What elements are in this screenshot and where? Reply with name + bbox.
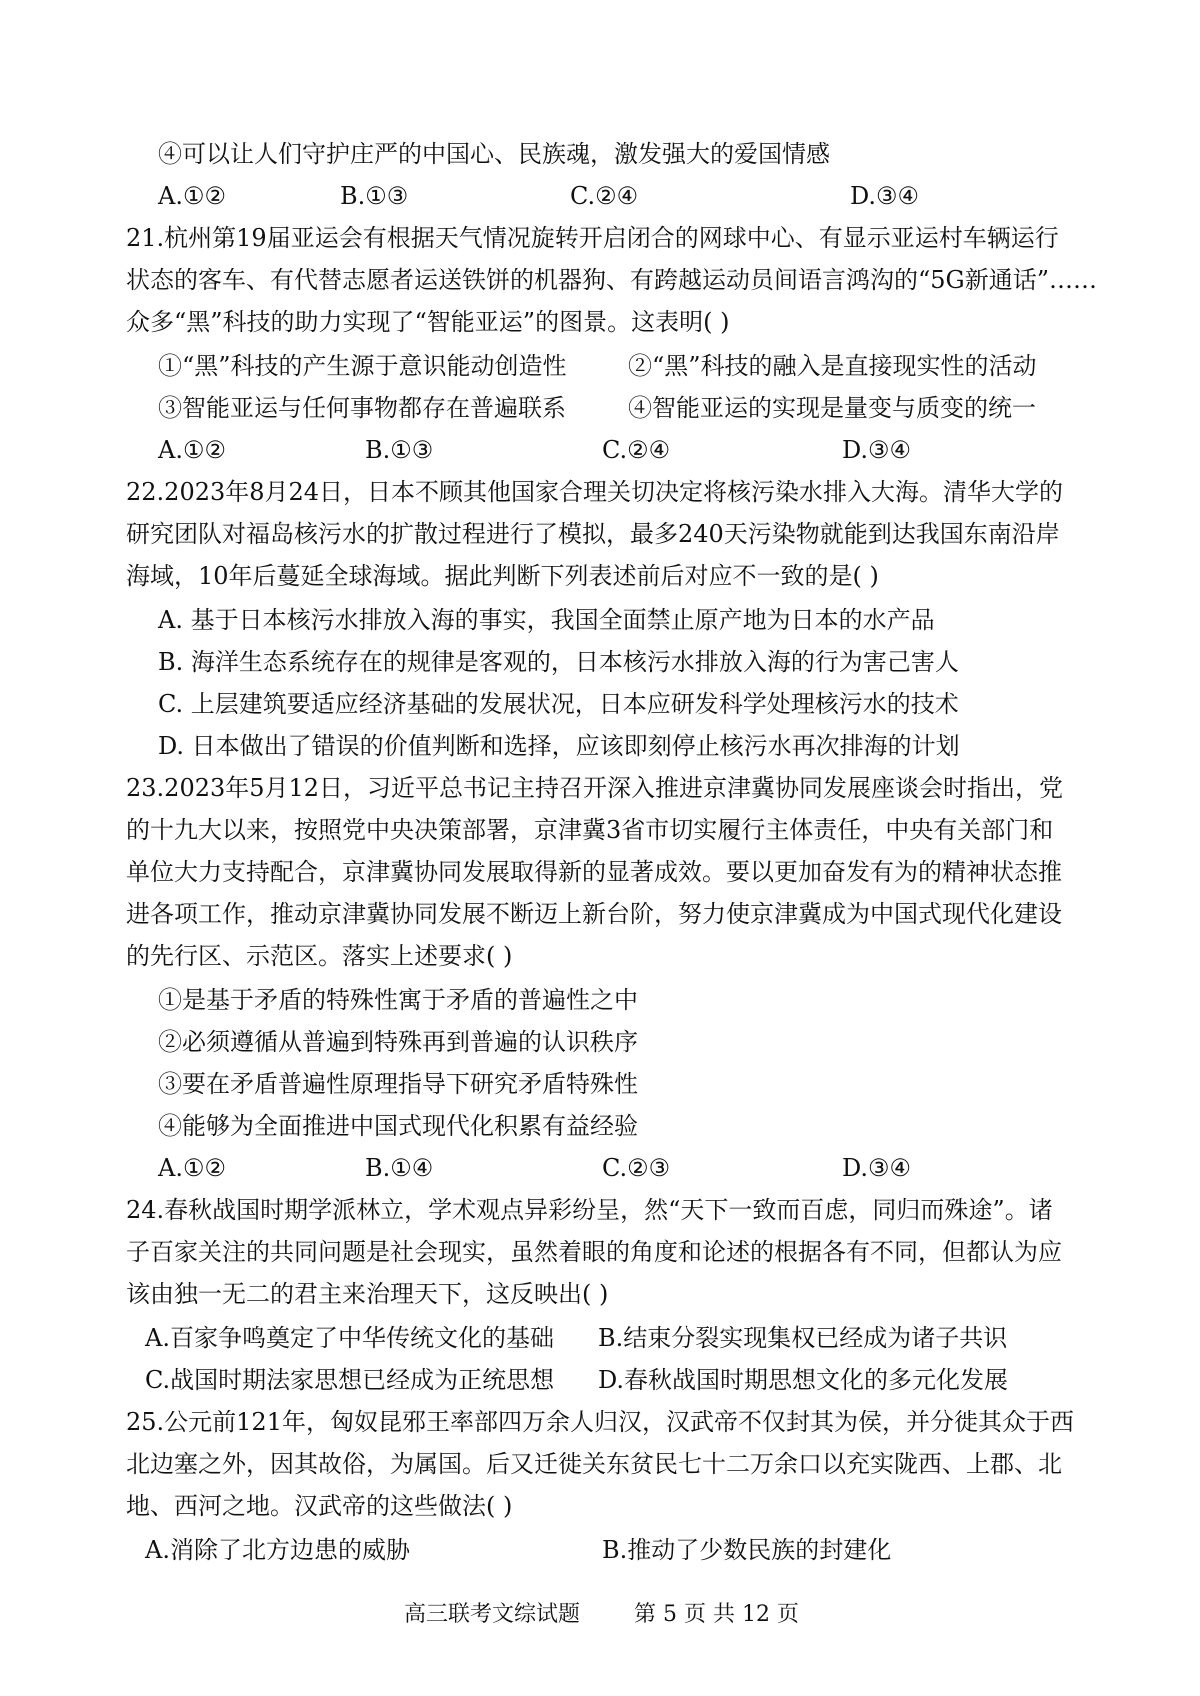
q20-option-a: A.①② xyxy=(158,182,226,210)
q22-option-a: A. 基于日本核污水排放入海的事实，我国全面禁止原产地为日本的水产品 xyxy=(158,606,935,634)
q23-stem-line-3: 单位大力支持配合，京津冀协同发展取得新的显著成效。要以更加奋发有为的精神状态推 xyxy=(126,858,1062,886)
footer-title: 高三联考文综试题 xyxy=(404,1602,581,1627)
q24-stem-line-1: 24.春秋战国时期学派林立，学术观点异彩纷呈，然“天下一致而百虑，同归而殊途”。诸 xyxy=(126,1196,1053,1224)
q21-statement-3: ③智能亚运与任何事物都存在普遍联系 xyxy=(158,394,566,422)
q23-statement-4: ④能够为全面推进中国式现代化积累有益经验 xyxy=(158,1112,638,1140)
q25-stem-line-3: 地、西河之地。汉武帝的这些做法( ) xyxy=(126,1492,513,1520)
q20-option-c: C.②④ xyxy=(570,182,639,210)
q24-stem-line-2: 子百家关注的共同问题是社会现实，虽然着眼的角度和论述的根据各有不同，但都认为应 xyxy=(126,1238,1062,1266)
q21-option-c: C.②④ xyxy=(602,436,671,464)
q23-option-d: D.③④ xyxy=(842,1154,912,1182)
q21-statement-2: ②“黑”科技的融入是直接现实性的活动 xyxy=(628,352,1037,380)
q25-option-a: A.消除了北方边患的威胁 xyxy=(145,1536,410,1564)
q22-stem-line-2: 研究团队对福岛核污水的扩散过程进行了模拟，最多240天污染物就能到达我国东南沿岸 xyxy=(126,520,1060,548)
q20-option-b: B.①③ xyxy=(340,182,409,210)
q23-stem-line-4: 进各项工作，推动京津冀协同发展不断迈上新台阶，努力使京津冀成为中国式现代化建设 xyxy=(126,900,1062,928)
q21-stem-line-2: 状态的客车、有代替志愿者运送铁饼的机器狗、有跨越运动员间语言鸿沟的“5G新通话”…… xyxy=(126,266,1097,294)
q24-option-b: B.结束分裂实现集权已经成为诸子共识 xyxy=(598,1324,1008,1352)
q22-stem-line-3: 海域，10年后蔓延全球海域。据此判断下列表述前后对应不一致的是( ) xyxy=(126,562,879,590)
q23-statement-2: ②必须遵循从普遍到特殊再到普遍的认识秩序 xyxy=(158,1028,638,1056)
q25-stem-line-1: 25.公元前121年，匈奴昆邪王率部四万余人归汉，汉武帝不仅封其为侯，并分徙其众于西 xyxy=(126,1408,1074,1436)
q22-option-c: C. 上层建筑要适应经济基础的发展状况，日本应研发科学处理核污水的技术 xyxy=(158,690,959,718)
q23-statement-3: ③要在矛盾普遍性原理指导下研究矛盾特殊性 xyxy=(158,1070,638,1098)
q22-option-d: D. 日本做出了错误的价值判断和选择，应该即刻停止核污水再次排海的计划 xyxy=(158,732,960,760)
q21-stem-line-1: 21.杭州第19届亚运会有根据天气情况旋转开启闭合的网球中心、有显示亚运村车辆运行 xyxy=(126,224,1059,252)
footer-page-number: 第 5 页 共 12 页 xyxy=(634,1602,799,1627)
q25-option-b: B.推动了少数民族的封建化 xyxy=(602,1536,892,1564)
q22-stem-line-1: 22.2023年8月24日，日本不顾其他国家合理关切决定将核污染水排入大海。清华大学的 xyxy=(126,478,1064,506)
q20-statement-4: ④可以让人们守护庄严的中国心、民族魂，激发强大的爱国情感 xyxy=(158,140,830,168)
q24-option-a: A.百家争鸣奠定了中华传统文化的基础 xyxy=(145,1324,554,1352)
q24-option-d: D.春秋战国时期思想文化的多元化发展 xyxy=(598,1366,1009,1394)
q21-option-b: B.①③ xyxy=(365,436,434,464)
q23-option-a: A.①② xyxy=(158,1154,226,1182)
q23-stem-line-1: 23.2023年5月12日，习近平总书记主持召开深入推进京津冀协同发展座谈会时指出，党 xyxy=(126,774,1064,802)
q21-option-a: A.①② xyxy=(158,436,226,464)
q23-option-c: C.②③ xyxy=(602,1154,671,1182)
q24-option-c: C.战国时期法家思想已经成为正统思想 xyxy=(145,1366,555,1394)
q24-stem-line-3: 该由独一无二的君主来治理天下，这反映出( ) xyxy=(126,1280,609,1308)
q23-stem-line-2: 的十九大以来，按照党中央决策部署，京津冀3省市切实履行主体责任，中央有关部门和 xyxy=(126,816,1054,844)
q21-stem-line-3: 众多“黑”科技的助力实现了“智能亚运”的图景。这表明( ) xyxy=(126,308,730,336)
q25-stem-line-2: 北边塞之外，因其故俗，为属国。后又迁徙关东贫民七十二万余口以充实陇西、上郡、北 xyxy=(126,1450,1062,1478)
q21-statement-1: ①“黑”科技的产生源于意识能动创造性 xyxy=(158,352,567,380)
q23-stem-line-5: 的先行区、示范区。落实上述要求( ) xyxy=(126,942,513,970)
q23-statement-1: ①是基于矛盾的特殊性寓于矛盾的普遍性之中 xyxy=(158,986,638,1014)
q20-option-d: D.③④ xyxy=(850,182,920,210)
q21-statement-4: ④智能亚运的实现是量变与质变的统一 xyxy=(628,394,1036,422)
q23-option-b: B.①④ xyxy=(365,1154,434,1182)
q22-option-b: B. 海洋生态系统存在的规律是客观的，日本核污水排放入海的行为害己害人 xyxy=(158,648,959,676)
q21-option-d: D.③④ xyxy=(842,436,912,464)
